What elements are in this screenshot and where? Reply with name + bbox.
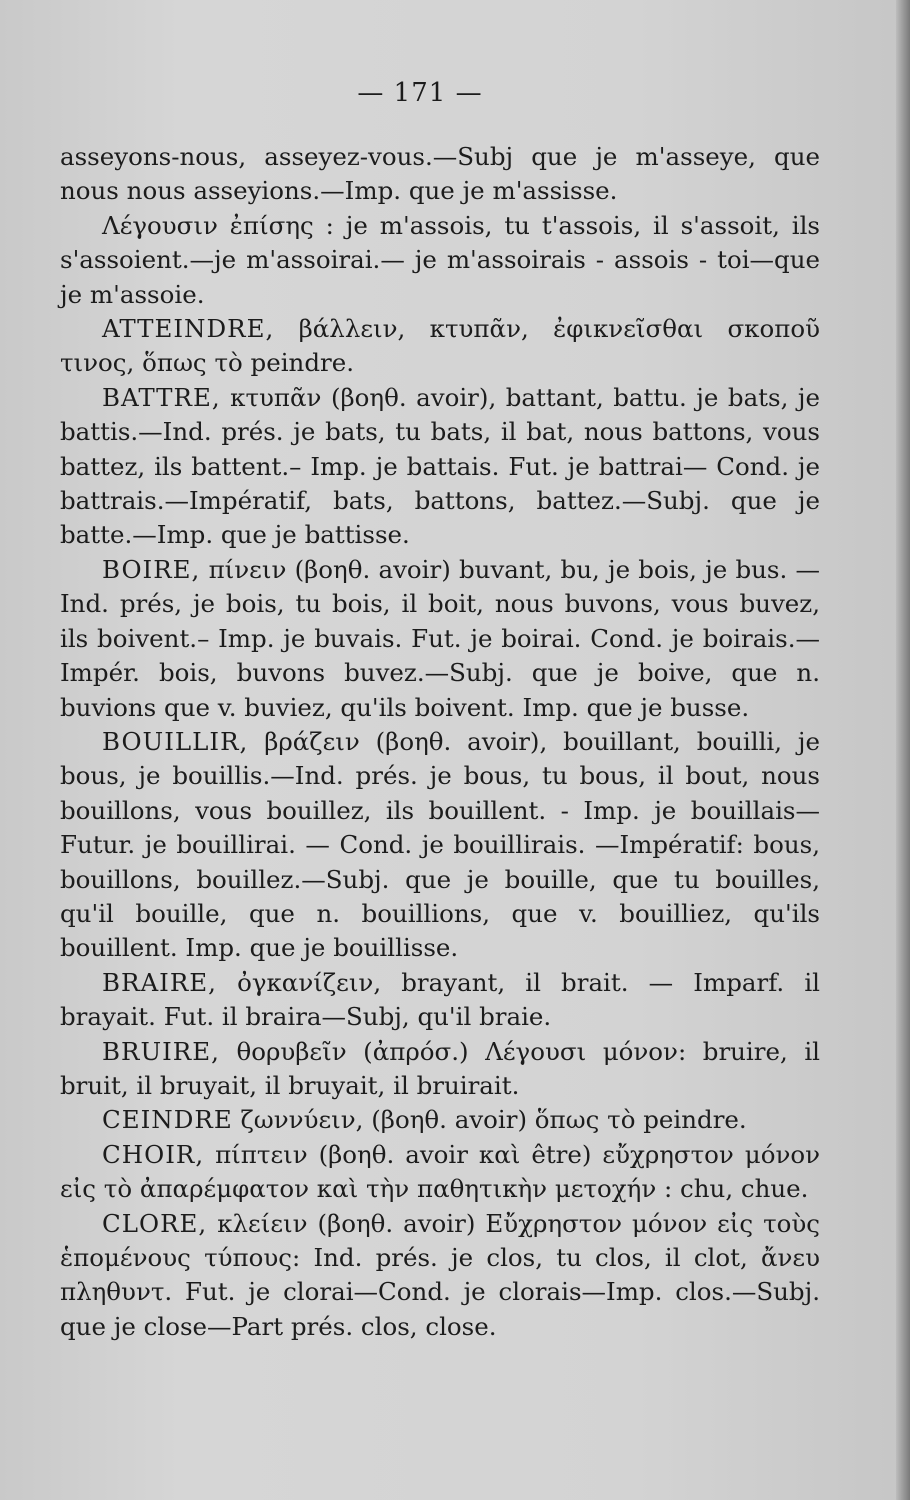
entry-headword: ATTEINDRE,	[102, 314, 275, 344]
entry-text: βράζειν (βοηθ. avoir), bouillant, bouilli, je bous, je bouillis.—Ind. prés. je bous, tu bous, il bout, nous bouillons, vous bouillez, ils bouillent. - Imp. je bouillais— Futur. je bouillirai. — Cond. je bouillirais. —Impératif: bous, bouillons, bouillez.—Subj. que je bouille, que tu bouilles, qu'il bouille, que n. bouillions, que v. bouilliez, qu'ils bouillent. Imp. que je bouillisse.	[60, 726, 820, 963]
page-edge-shadow	[896, 0, 910, 1500]
entry-text: πίνειν (βοηθ. avoir) buvant, bu, je bois, je bus. —Ind. prés, je bois, tu bois, il boit, nous buvons, vous buvez, ils boivent.– Imp. je buvais. Fut. je boirai. Cond. je boirais.—Impér. bois, buvons buvez.—Subj. que je boive, que n. buvions que v. buviez, qu'ils boivent. Imp. que je busse.	[60, 554, 820, 722]
paragraph-continuation	[60, 140, 820, 209]
entry-headword: BRAIRE,	[102, 967, 217, 997]
entry-battre	[60, 381, 820, 553]
entry-choir	[60, 1138, 820, 1207]
entry-headword: CHOIR,	[102, 1139, 205, 1169]
page-body-text	[60, 140, 820, 1344]
entry-headword: BOUILLIR,	[102, 726, 249, 756]
paragraph-assoir-variants	[60, 209, 820, 312]
entry-boire	[60, 553, 820, 725]
entry-atteindre	[60, 312, 820, 381]
entry-headword: BATTRE,	[102, 382, 221, 412]
entry-text: κτυπᾶν (βοηθ. avoir), battant, battu. je bats, je battis.—Ind. prés. je bats, tu bats, il bat, nous battons, vous battez, ils battent.– Imp. je battais. Fut. je battrai— Cond. je battrais.—Impératif, bats, battons, battez.—Subj. que je batte.—Imp. que je battisse.	[60, 382, 820, 550]
entry-braire	[60, 966, 820, 1035]
entry-text: θορυβεῖν (ἀπρόσ.) Λέγουσι μόνον: bruire, il bruit, il bruyait, il bruyait, il bruirait.	[60, 1036, 820, 1100]
entry-headword: BOIRE,	[102, 554, 201, 584]
entry-bruire	[60, 1035, 820, 1104]
entry-clore	[60, 1207, 820, 1345]
entry-text: βάλλειν, κτυπᾶν, ἐφικνεῖσθαι σκοποῦ τινος, ὅπως τὸ peindre.	[60, 314, 820, 378]
entry-headword: BRUIRE,	[102, 1036, 220, 1066]
page-number: — 171 —	[357, 78, 483, 108]
entry-ceindre	[60, 1103, 820, 1137]
entry-text: πίπτειν (βοηθ. avoir καὶ être) εὔχρηστον μόνον εἰς τὸ ἀπαρέμφατον καὶ τὴν παθητικὴν μετοχήν : chu, chue.	[60, 1139, 820, 1204]
entry-headword: CLORE,	[102, 1208, 208, 1238]
paragraph-text: asseyons-nous, asseyez-vous.—Subj que je m'asseye, que nous nous asseyions.—Imp. que je m'assisse.	[60, 142, 820, 206]
entry-text: ὀγκανίζειν, brayant, il brait. — Imparf. il brayait. Fut. il braira—Subj, qu'il braie.	[60, 967, 820, 1032]
entry-headword: CEINDRE	[102, 1105, 233, 1135]
entry-text: ζωννύειν, (βοηθ. avoir) ὅπως τὸ peindre.	[240, 1105, 747, 1135]
entry-bouillir	[60, 725, 820, 966]
entry-text: κλείειν (βοηθ. avoir) Εὔχρηστον μόνον εἰς τοὺς ἑπομένους τύπους: Ind. prés. je clos, tu clos, il clot, ἄνευ πληθυντ. Fut. je clorai—Cond. je clorais—Imp. clos.—Subj. que je close—Part prés. clos, close.	[60, 1208, 820, 1341]
paragraph-text: Λέγουσιν ἐπίσης : je m'assois, tu t'assois, il s'assoit, ils s'assoient.—je m'assoirai.— je m'assoirais - assois - toi—que je m'assoie.	[60, 210, 820, 309]
